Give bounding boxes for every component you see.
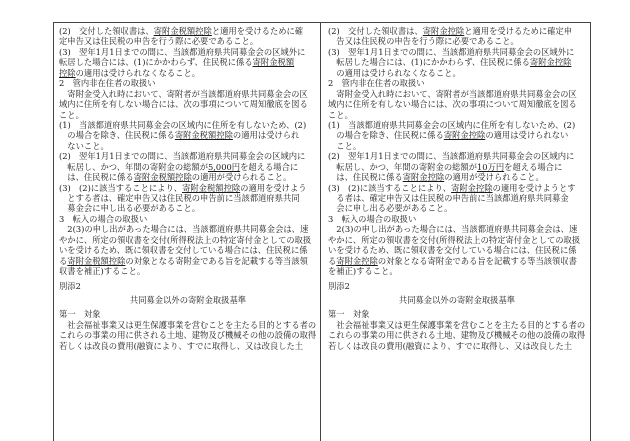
text-segment: は、住民税に係る [59, 172, 134, 183]
text-line [59, 245, 317, 255]
text-line [59, 203, 317, 213]
text-segment: を補正)すること。 [328, 266, 398, 277]
text-line [59, 78, 317, 88]
text-line [59, 330, 317, 340]
text-segment: (2) 翌年1月1日までの間に、当該都道府県共同募金会の区域内に [59, 151, 306, 162]
text-line [59, 341, 317, 351]
text-line [328, 256, 586, 266]
text-line [59, 162, 317, 172]
text-line [328, 183, 586, 193]
annex-label: 別添2 [59, 280, 81, 291]
text-line [59, 57, 317, 67]
text-line [328, 151, 586, 161]
underlined-term: 寄附金税額 [252, 57, 295, 68]
text-line [328, 68, 586, 78]
text-line [328, 214, 586, 224]
text-line [59, 141, 317, 151]
text-segment: (3) (2)に該当することにより、 [59, 182, 183, 193]
text-segment: 転居した場合には、(1)にかかわらず、住民税に係る [328, 57, 530, 68]
text-segment: る者は、確定申告又は住民税の申告前に当該都道府県共同募金 [328, 193, 569, 203]
section-heading: 共同募金以外の寄附金取扱基準 [129, 294, 247, 305]
underlined-term: 寄附金税額控除 [153, 26, 212, 36]
text-segment: 定申告又は住民税の申告を行う際に必要であること。 [59, 36, 259, 47]
annex-label: 別添2 [328, 280, 350, 291]
text-segment: 寄附金受入れ時において、寄附者が当該都道府県共同募金会の区 [59, 88, 308, 99]
text-line [59, 120, 317, 130]
text-line [59, 266, 317, 276]
text-segment: と適用を受けるために確定申 [464, 26, 573, 36]
text-line [59, 193, 317, 203]
underlined-term: 寄附金控除 [402, 172, 445, 183]
text-line [59, 224, 317, 234]
text-segment: (3) 翌年1月1日までの間に、当該都道府県共同募金会の区域外に [59, 46, 306, 57]
text-segment: これらの事業の用に供される土地、建物及び機械その他の設備の取得 [59, 330, 317, 341]
text-segment: 会に申し出る必要があること。 [328, 203, 453, 214]
text-line [328, 57, 586, 67]
text-line [328, 224, 586, 234]
text-line [59, 26, 317, 36]
text-segment: の適用は受けられなくなること。 [75, 67, 201, 78]
text-segment: 社会福祉事業又は更生保護事業を営むことを主たる目的とする者の [59, 319, 317, 330]
text-line [328, 162, 586, 172]
left-column [59, 26, 317, 351]
text-line [59, 183, 317, 193]
text-line [328, 245, 586, 255]
text-line [328, 120, 586, 130]
underlined-term: 5,000円 [208, 161, 241, 172]
text-line [328, 341, 586, 351]
underlined-term: 寄附金控除 [422, 26, 465, 36]
text-segment: 2(3)の申し出があった場合には、当該都道府県共同募金会は、速 [328, 224, 578, 235]
text-segment: 第一 対象 [59, 309, 101, 320]
text-line [328, 99, 586, 109]
text-segment: 2(3)の申し出があった場合には、当該都道府県共同募金会は、速 [59, 224, 309, 235]
text-line [328, 36, 586, 46]
text-line [328, 235, 586, 245]
text-line [328, 89, 586, 99]
text-segment: (2) 交付した領収書は、 [328, 26, 423, 36]
text-segment: の適用を受けよう [240, 182, 307, 193]
text-segment: は、住民税に係る [328, 172, 403, 183]
text-segment: ないこと。 [59, 140, 109, 151]
text-segment: (1) 当該都道府県共同募金会の区域内に住所を有しないため、(2) [59, 119, 307, 130]
text-line [328, 47, 586, 57]
text-segment: 域内に住所を有しない場合には、次の事項について周知徹底を図る [328, 99, 577, 110]
text-segment: 収書を補正)すること。 [59, 266, 146, 277]
text-segment: (2) 翌年1月1日までの間に、当該都道府県共同募金会の区域内に [328, 151, 575, 162]
text-segment: る [328, 255, 337, 266]
underlined-term: 寄附金控除 [336, 255, 378, 266]
section-heading: 共同募金以外の寄附金取扱基準 [398, 294, 516, 305]
text-segment: こと。 [328, 140, 362, 151]
text-line [328, 172, 586, 182]
text-segment: の適用は受けられない [485, 130, 569, 141]
text-segment: を超える場合に [240, 161, 299, 172]
underlined-term: 10万円 [477, 161, 505, 172]
text-segment: やかに、所定の領収書を交付(所得税法上の特定寄付金としての取扱 [59, 234, 312, 245]
text-segment: 転居し、かつ、年間の寄附金の総額が [59, 161, 209, 172]
text-line [328, 266, 586, 276]
column-divider [320, 22, 321, 441]
text-segment: 域内に住所を有しない場合には、次の事項について周知徹底を図る [59, 99, 308, 110]
text-segment: の対象となる寄附金である旨を記載する等当該領 [125, 255, 308, 266]
text-segment: 告又は住民税の申告を行う際に必要であること。 [328, 36, 519, 47]
text-segment: 社会福祉事業又は更生保護事業を営むことを主たる目的とする者の [328, 319, 586, 330]
text-segment: と適用を受けるために確 [211, 26, 304, 36]
underlined-term: 控除 [59, 67, 76, 78]
text-segment: (3) (2)に該当することにより、 [328, 182, 452, 193]
text-segment: 若しくは改良の費用(融資により、すでに取得し、又は改良した土 [59, 340, 304, 351]
text-line [328, 309, 586, 319]
text-segment: やかに、所定の領収書を交付(所得税法上の特定寄付金としての取扱 [328, 234, 581, 245]
text-segment: の適用を受けようとす [492, 182, 576, 193]
text-line [59, 320, 317, 330]
text-line [328, 320, 586, 330]
text-segment: 2 管内非在住者の取扱い [59, 78, 156, 89]
text-line [328, 78, 586, 88]
text-segment: 若しくは改良の費用(融資により、すでに取得し、又は改良した土 [328, 340, 573, 351]
text-segment: の適用は受けられなくなること。 [328, 67, 461, 78]
underlined-term: 寄附金控除 [529, 57, 572, 68]
document-page [53, 22, 591, 441]
text-segment: (3) 翌年1月1日までの間に、当該都道府県共同募金会の区域外に [328, 46, 575, 57]
underlined-term: 寄附金税額控除 [67, 255, 126, 266]
text-segment: いを受けるため、既に領収書を交付している場合には、住民税に係 [59, 245, 308, 256]
text-line [59, 89, 317, 99]
text-line [59, 110, 317, 120]
text-line [59, 256, 317, 266]
text-segment: 転居し、かつ、年間の寄附金の総額が [328, 161, 478, 172]
text-segment: 3 転入の場合の取扱い [328, 213, 417, 224]
text-line [328, 330, 586, 340]
underlined-term: 寄附金税額控除 [174, 130, 233, 141]
text-segment: (1) 当該都道府県共同募金会の区域内に住所を有しないため、(2) [328, 119, 576, 130]
text-line [328, 110, 586, 120]
text-line [59, 214, 317, 224]
text-segment: とする者は、確定申告又は住民税の申告前に当該都道府県共同 [59, 193, 300, 203]
text-segment: る [59, 255, 68, 266]
text-line [59, 309, 317, 319]
text-segment: (2) 交付した領収書は、 [59, 26, 154, 36]
text-segment: の場合を除き、住民税に係る [328, 130, 444, 141]
underlined-term: 寄附金控除 [451, 182, 493, 193]
text-line [59, 172, 317, 182]
text-line [328, 193, 586, 203]
text-segment: 2 管内非在住者の取扱い [328, 78, 425, 89]
text-segment: を超える場合に [504, 161, 563, 172]
text-line [59, 68, 317, 78]
text-segment: こと。 [328, 109, 353, 120]
text-line [59, 130, 317, 140]
text-segment: の適用は受けられ [232, 130, 300, 141]
text-segment: 第一 対象 [328, 309, 370, 320]
text-line [59, 151, 317, 161]
text-segment: こと。 [59, 109, 84, 120]
text-segment: の対象となる寄附金である旨を記載する等当該領収書 [377, 255, 577, 266]
text-segment: の適用が受けられること。 [444, 172, 544, 183]
text-segment: 転居した場合には、(1)にかかわらず、住民税に係る [59, 57, 253, 68]
text-line [59, 235, 317, 245]
text-line [328, 141, 586, 151]
underlined-term: 寄附金控除 [443, 130, 486, 141]
text-segment: の適用が受けられること。 [191, 172, 292, 183]
text-segment: 募金会に申し出る必要があること。 [59, 203, 201, 214]
underlined-term: 寄附金税額控除 [133, 172, 192, 183]
underlined-term: 寄附金税額控除 [182, 182, 241, 193]
right-column [328, 26, 586, 351]
text-line [328, 26, 586, 36]
text-segment: これらの事業の用に供される土地、建物及び機械その他の設備の取得 [328, 330, 586, 341]
text-segment: の場合を除き、住民税に係る [59, 130, 175, 141]
text-segment: 3 転入の場合の取扱い [59, 213, 148, 224]
text-line [59, 47, 317, 57]
text-line [59, 99, 317, 109]
text-line [328, 130, 586, 140]
text-line [328, 203, 586, 213]
text-segment: 寄附金受入れ時において、寄附者が当該都道府県共同募金会の区 [328, 88, 577, 99]
text-line [59, 36, 317, 46]
text-segment: いを受けるため、既に領収書を交付している場合には、住民税に係 [328, 245, 577, 256]
